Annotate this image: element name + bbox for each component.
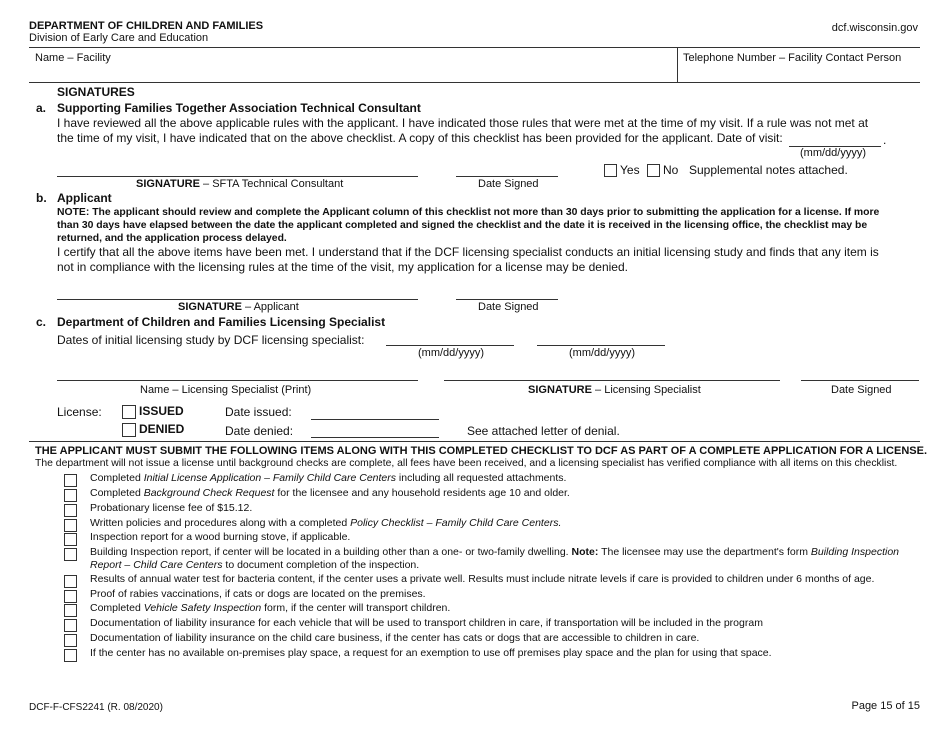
date-denied-line[interactable]: [311, 437, 439, 438]
requirement-text-pre: Completed: [90, 602, 144, 614]
requirement-text-post: to document completion of the inspection.: [222, 559, 420, 571]
specialist-signature-line[interactable]: [444, 380, 780, 381]
requirement-checkbox[interactable]: [64, 649, 77, 662]
visit-date-format: (mm/dd/yyyy): [800, 147, 866, 159]
requirement-item: [90, 502, 912, 515]
requirement-item: [90, 602, 912, 615]
section-a-text: I have reviewed all the above applicable rules with the applicant. I have indicated those rules that were met at the time of my visit. If a rule was not met at the time of my visit, I have indicated that on the above checklist. A copy of this checklist has been provided for the applicant. Date of visit:: [57, 116, 869, 145]
applicant-signature-line[interactable]: [57, 299, 418, 300]
denied-checkbox[interactable]: [122, 423, 136, 437]
requirements-subtext: The department will not issue a license until background checks are complete, all fees have been received, and a licensing specialist has verified compliance with all items on this checklist.: [35, 458, 898, 469]
requirement-text-post: form, if the center will transport children.: [261, 602, 451, 614]
requirement-text-pre: Probationary license fee of $15.12.: [90, 502, 253, 514]
requirement-checkbox[interactable]: [64, 590, 77, 603]
requirement-item: [90, 588, 912, 601]
requirement-text-pre: If the center has no available on-premises play space, a request for an exemption to use off premises play space and the plan for using that space.: [90, 647, 772, 659]
requirement-text-strong: Note:: [571, 546, 599, 558]
requirement-item: [90, 573, 912, 586]
requirement-text-pre: Documentation of liability insurance on the child care business, if the center has cats or dogs that are accessible to children in care.: [90, 632, 700, 644]
requirement-text-pre2: The licensee may use the department's form: [598, 546, 811, 558]
requirement-text-pre: Results of annual water test for bacteria content, if the center uses a private well. Results must include nitrate levels if care is provided to children under 6 months of age.: [90, 573, 875, 585]
requirement-text-pre: Inspection report for a wood burning stove, if applicable.: [90, 531, 351, 543]
requirement-text-pre: Proof of rabies vaccinations, if cats or dogs are located on the premises.: [90, 588, 426, 600]
license-label: License:: [57, 405, 102, 419]
telephone-field[interactable]: Telephone Number – Facility Contact Person: [683, 52, 902, 64]
specialist-name-label: Name – Licensing Specialist (Print): [140, 384, 312, 396]
page-number: Page 15 of 15: [851, 700, 920, 712]
section-b-title: Applicant: [57, 191, 112, 205]
requirement-text-pre: Documentation of liability insurance for each vehicle that will be used to transport children in care, if transportation will be included in the program: [90, 617, 763, 629]
date-issued-line[interactable]: [311, 419, 439, 420]
top-border: [29, 47, 920, 48]
requirement-checkbox[interactable]: [64, 519, 77, 532]
requirement-item: [90, 487, 912, 500]
no-label: No: [663, 163, 679, 177]
top-fields-divider: [677, 47, 678, 82]
requirements-top-border: [29, 441, 920, 442]
yes-checkbox[interactable]: [604, 164, 617, 177]
requirement-checkbox[interactable]: [64, 634, 77, 647]
licensing-date-2-format: (mm/dd/yyyy): [569, 347, 635, 359]
requirement-checkbox[interactable]: [64, 533, 77, 546]
section-a-marker: a.: [36, 101, 47, 115]
visit-date-period: .: [883, 133, 887, 147]
website-link[interactable]: dcf.wisconsin.gov: [831, 22, 918, 34]
requirement-item: [90, 531, 912, 544]
requirement-text-em: Initial License Application – Family Child Care Centers: [143, 472, 397, 484]
sfta-date-line[interactable]: [456, 176, 558, 177]
requirement-checkbox[interactable]: [64, 604, 77, 617]
form-id: DCF-F-CFS2241 (R. 08/2020): [29, 702, 163, 713]
issued-checkbox[interactable]: [122, 405, 136, 419]
date-denied-label: Date denied:: [225, 424, 294, 438]
denied-label: DENIED: [139, 422, 185, 436]
department-name: DEPARTMENT OF CHILDREN AND FAMILIES: [29, 20, 264, 32]
requirement-item: [90, 632, 912, 645]
section-b-marker: b.: [36, 191, 47, 205]
requirement-item: [90, 546, 912, 572]
division-name: Division of Early Care and Education: [29, 32, 209, 44]
issued-label: ISSUED: [139, 404, 184, 418]
requirement-text-pre: Building Inspection report, if center will be located in a building other than a one- or two-family dwelling.: [90, 546, 572, 558]
applicant-signature-label: SIGNATURE – Applicant: [178, 301, 299, 313]
requirement-checkbox[interactable]: [64, 504, 77, 517]
sfta-signature-line[interactable]: [57, 176, 418, 177]
specialist-date-line[interactable]: [801, 380, 919, 381]
applicant-date-line[interactable]: [456, 299, 558, 300]
requirement-text-pre: Completed: [90, 472, 144, 484]
section-c-title: Department of Children and Families Licensing Specialist: [57, 315, 386, 329]
specialist-name-line[interactable]: [57, 380, 418, 381]
requirement-item: [90, 617, 912, 630]
sfta-signature-label: SIGNATURE – SFTA Technical Consultant: [136, 178, 344, 190]
signatures-heading: SIGNATURES: [57, 85, 135, 99]
supplemental-notes-label: Supplemental notes attached.: [689, 163, 848, 177]
requirement-checkbox[interactable]: [64, 619, 77, 632]
section-a-title: Supporting Families Together Association Technical Consultant: [57, 101, 421, 115]
specialist-signature-label: SIGNATURE – Licensing Specialist: [528, 384, 701, 396]
date-issued-label: Date issued:: [225, 405, 292, 419]
requirement-text-em: Vehicle Safety Inspection: [143, 602, 262, 614]
yes-label: Yes: [620, 163, 640, 177]
requirement-text-em: Building Inspection Report – Child Care Centers: [90, 546, 900, 571]
applicant-date-label: Date Signed: [478, 301, 539, 313]
licensing-date-1-line[interactable]: [386, 345, 514, 346]
no-checkbox[interactable]: [647, 164, 660, 177]
requirement-item: [90, 472, 912, 485]
requirement-text-post: for the licensee and any household residents age 10 and older.: [274, 487, 570, 499]
requirement-text-em: Background Check Request: [143, 487, 275, 499]
facility-name-field[interactable]: Name – Facility: [35, 52, 111, 64]
applicant-note: NOTE: The applicant should review and complete the Applicant column of this checklist not more than 30 days prior to submitting the application for a license. If more than 30 days have elapsed between the date the applicant completed and signed the checklist and the date it is received in the licensing office, the checklist may be returned, and the application process delayed.: [57, 207, 880, 244]
requirement-checkbox[interactable]: [64, 474, 77, 487]
requirement-checkbox[interactable]: [64, 489, 77, 502]
requirement-text-em: Policy Checklist – Family Child Care Centers.: [350, 517, 562, 529]
licensing-dates-label: Dates of initial licensing study by DCF licensing specialist:: [57, 333, 365, 347]
denial-note: See attached letter of denial.: [467, 424, 620, 438]
sfta-date-label: Date Signed: [478, 178, 539, 190]
requirement-item: [90, 647, 912, 660]
requirement-text-pre: Completed: [90, 487, 144, 499]
section-c-marker: c.: [36, 315, 47, 329]
specialist-date-label: Date Signed: [831, 384, 892, 396]
requirement-item: [90, 517, 912, 530]
requirement-text-pre: Written policies and procedures along with a completed: [90, 517, 351, 529]
top-fields-bottom-border: [29, 82, 920, 83]
requirement-text-post: including all requested attachments.: [396, 472, 567, 484]
licensing-date-2-line[interactable]: [537, 345, 665, 346]
requirement-checkbox[interactable]: [64, 575, 77, 588]
licensing-date-1-format: (mm/dd/yyyy): [418, 347, 484, 359]
requirements-heading: THE APPLICANT MUST SUBMIT THE FOLLOWING ITEMS ALONG WITH THIS COMPLETED CHECKLIST TO DCF AS PART OF A COMPLETE APPLICATION FOR A LICENSE.: [35, 445, 927, 457]
applicant-certify: I certify that all the above items have been met. I understand that if the DCF licensing specialist conducts an initial licensing study and finds that any item is not in compliance with the licensing rules at the time of the visit, my application for a license may be denied.: [57, 245, 879, 274]
requirement-checkbox[interactable]: [64, 548, 77, 561]
